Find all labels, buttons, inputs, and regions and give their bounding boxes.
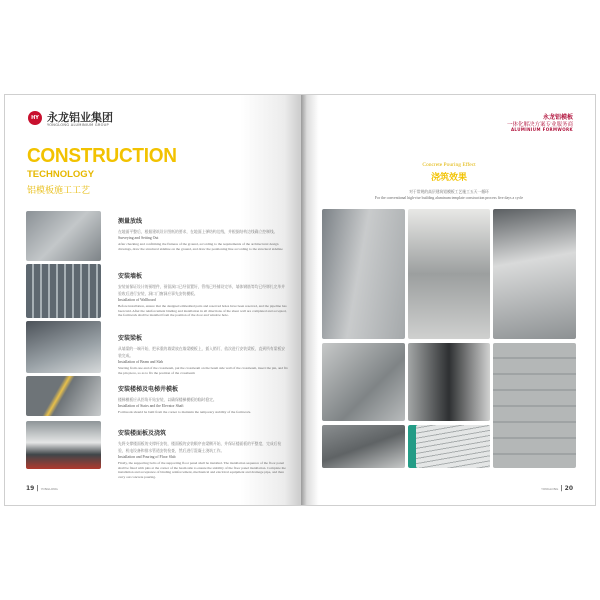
section-beam-slab [118, 333, 288, 375]
section-text-en: Formwork should be built from the corner to maintain the temporary stability of the formwork. [118, 410, 252, 414]
section-text-cn: 楼梯模板应从拐角开始安装，以确保楼梯模板的临时稳定。 [118, 397, 217, 402]
section-heading: 安装楼面板及浇筑 [118, 430, 167, 437]
section-heading-en: Installation of Wallboard [118, 298, 156, 302]
section-text-en: Starting from one end of the crossbeam, put the crossbeam on the beam side wall of the crossbeam, insert the pin, and fix the pin piece, so as to fix the position of the crossbeam [118, 366, 288, 375]
page-number: YONGLONG | 20 [541, 485, 573, 492]
photo-effect-2 [408, 209, 490, 339]
section-heading-en: Installation of Stairs and the Elevator Shaft [118, 404, 184, 408]
footer-brand: YONGLONG [541, 487, 559, 491]
section-heading: 安装楼梯及电梯井模板 [118, 386, 179, 393]
right-page [300, 94, 596, 506]
page-number: 19 | YONGLONG [26, 485, 58, 492]
page-title: CONSTRUCTION [27, 145, 177, 167]
photo-effect-4 [322, 343, 405, 421]
section-heading-en: Surveying and Setting Out [118, 236, 159, 240]
photo-effect-5 [408, 343, 490, 421]
section-heading: 测量放线 [118, 218, 143, 225]
section-text-cn: 先将支撑楼面板的支撑杆安装，楼面板的安装顺序由梁侧开始，并保证楼面板的平整度，完成后检验，机电设备和排水管道安装检查，然后进行混凝土浇筑工作。 [118, 441, 282, 453]
header-brand-en: ALUMINIUM FORMWORK [510, 127, 573, 132]
footer-brand: YONGLONG [40, 487, 58, 491]
header-tagline: 一体化解决方案专业服务商 [506, 122, 573, 128]
photo-wallboard [26, 264, 101, 318]
section-heading-en: Installation and Pouring of Floor Slab [118, 455, 176, 459]
section-surveying [118, 216, 288, 251]
section-title-en: Concrete Pouring Effect [422, 162, 476, 168]
company-logo: HY [28, 111, 42, 125]
section-text-cn: 从墙梁的一端开始，把承重的墙梁放在墙梁模板上，插入销钉，依次进行安装梁板，直到所有梁板安装完成。 [118, 346, 286, 358]
photo-floor-slab [26, 421, 101, 469]
section-title-cn: 浇筑效果 [430, 173, 467, 183]
section-text-en: Firstly, the supporting bolts of the supporting floor panel shall be installed. The installation sequence of the floor panel shall be fixed with pins at the corner of the beam side to ensure the stability of the floor panel installation. Complete the installation and acceptance of binding reinforcement, mechanical and electrical equipment and drainage pipe, and then carry out concrete pouring. [118, 461, 286, 479]
photo-surveying [26, 211, 101, 261]
section-text-en: After checking and confirming the flatness of the ground, according to the requirements of the architectural design drawings, draw the structural sideline on the ground, and draw the positioning line according to the structural sideline [118, 242, 283, 251]
section-heading: 安装墙板 [118, 273, 143, 280]
photo-effect-1 [322, 209, 405, 339]
left-page [4, 94, 300, 506]
photo-effect-7 [322, 425, 405, 468]
section-text-cn: 在地面平整后，根据建筑设计图纸的要求，在地面上弹结构边线，并根据结构边线确立控制线。 [118, 229, 278, 234]
header-brand-cn: 永龙铝模板 [542, 114, 573, 121]
section-floor-slab [118, 428, 288, 479]
photo-effect-6 [493, 343, 576, 468]
subtitle-cn: 对于常规的高层建筑铝模板工艺施工五天一循环 [409, 189, 489, 194]
company-name-cn: 永龙铝业集团 [47, 111, 113, 124]
section-heading-en: Installation of Beam and Slab [118, 360, 164, 364]
section-text-cn: 安装前保证设计的预埋件，预留洞口已经留置好，管线已经铺设完毕，墙体钢筋等均已经绑扎完毕并验收后进行安装，洞口门窗洞应事先安装模板。 [118, 284, 286, 296]
page-subtitle: TECHNOLOGY [27, 169, 95, 180]
photo-effect-8 [408, 425, 490, 468]
photo-effect-3 [493, 209, 576, 339]
photo-stairs [26, 376, 101, 416]
photo-beam-slab [26, 321, 101, 373]
subtitle-en: For the conventional high-rise building aluminum template construction process five days a cycle [374, 196, 524, 200]
company-name-en: YONGLONG ALUMINIUM GROUP [47, 123, 109, 127]
section-wallboard [118, 271, 288, 318]
section-heading: 安装梁板 [118, 335, 143, 342]
section-stairs [118, 384, 288, 415]
section-text-en: Before installation, ensure that the designed embedded parts and reserved holes have been reserved, and the pipeline has been laid. After the reinforcement binding and installation in all directions of the shear wall are completed and accepted, the formwork shall be installed from the position of the door and window hole. [118, 304, 287, 317]
page-number-value: 19 [26, 485, 35, 492]
page-number-value: 20 [564, 485, 573, 492]
page-title-cn: 铝模板施工工艺 [27, 186, 91, 196]
